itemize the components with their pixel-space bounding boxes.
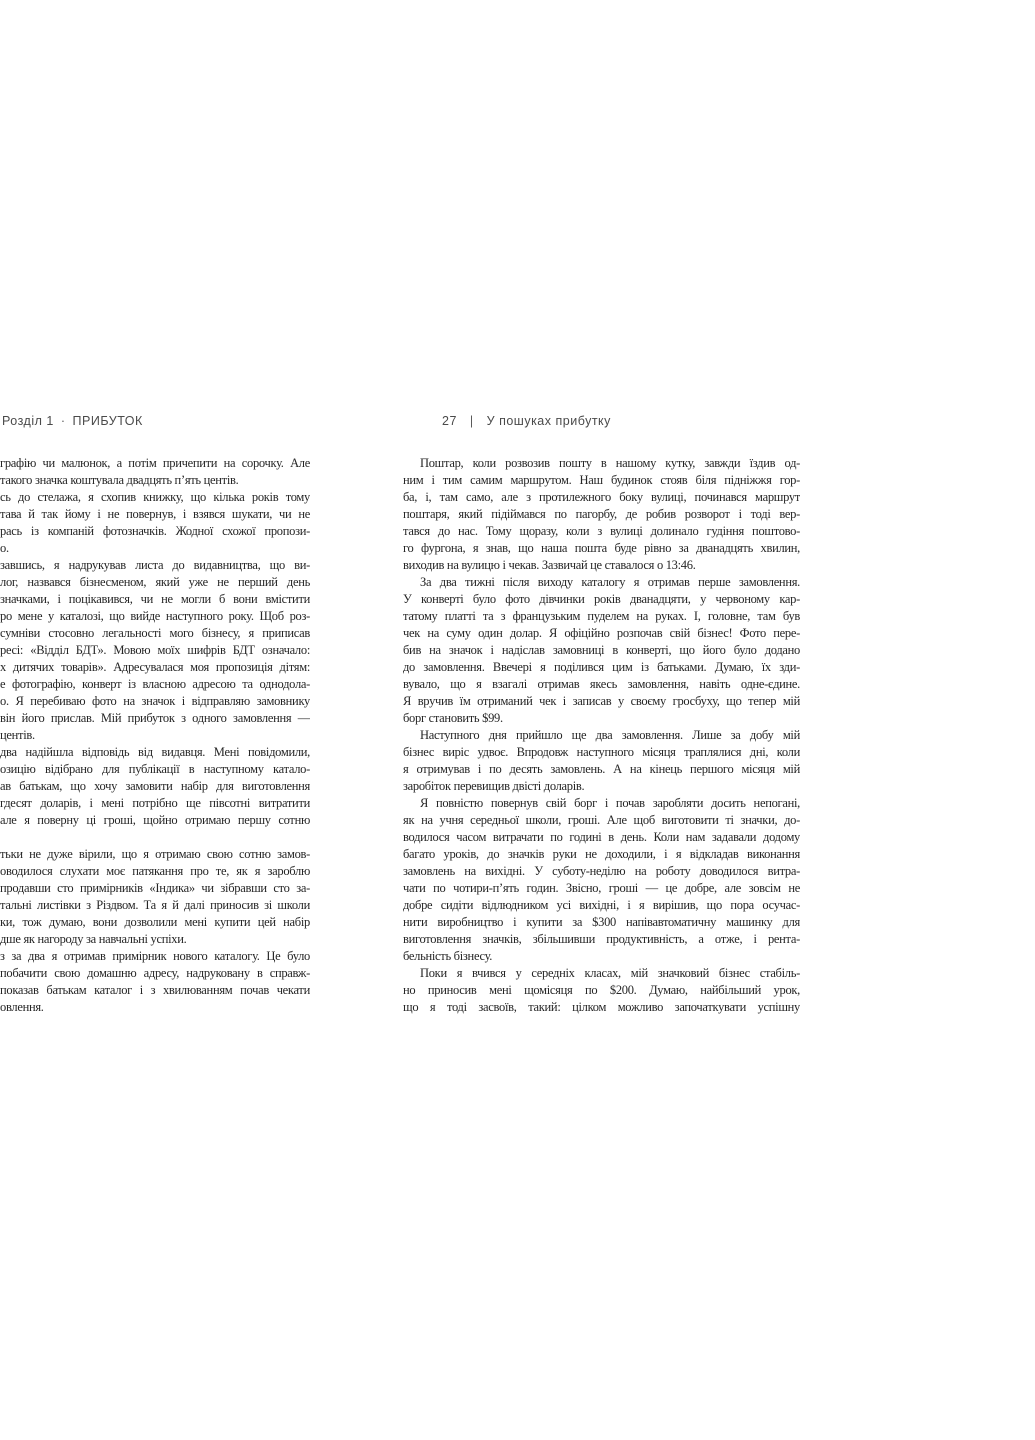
text-line: сь до стелажа, я схопив книжку, що кілька років тому [0,490,310,504]
text-line: показав батькам каталог і з хвилюванням почав чекати [0,983,310,997]
right-text-column [403,455,800,1016]
text-line: водилося часом витрачати по годині в день. Коли нам задавали додому [403,830,800,844]
text-line: дше як нагороду за навчальні успіхи. [0,932,187,946]
text-line: замовлень на вихідні. У суботу-неділю на роботу доводилося витра- [403,864,800,878]
text-line: до замовлення. Ввечері я поділився цим із батьками. Думаю, їх зди- [403,660,800,674]
text-line: тався до нас. Тому щоразу, коли з вулиці долинало гудіння поштово- [403,524,800,538]
text-line: х дитячих товарів». Адресувалася моя пропозиція дітям: [0,660,310,674]
text-line: поштаря, який підіймався по пагорбу, де робив розворот і тоді вер- [403,507,800,521]
text-line: ба, і, там само, але з протилежного боку вулиці, починався маршрут [403,490,800,504]
text-line: вувало, що я взагалі отримав якесь замовлення, навіть одне-єдине. [403,677,800,691]
text-line: рась із компаній фотозначків. Жодної схожої пропози- [0,524,310,538]
text-line: овлення. [0,1000,44,1014]
text-line: виходив на вулицю і чекав. Зазвичай це ставалося о 13:46. [403,558,696,572]
text-line: графію чи малюнок, а потім причепити на сорочку. Але [0,456,310,470]
book-title: У пошуках прибутку [486,414,611,428]
text-line: о. Я перебиваю фото на значок і відправляю замовнику [0,694,310,708]
text-line: сумніви стосовно легальності мого бізнесу, я приписав [0,626,310,640]
text-line: з за два я отримав примірник нового каталогу. Це було [0,949,310,963]
paragraph [403,965,800,1016]
text-line: бізнес виріс удвоє. Впродовж наступного місяця траплялися дні, коли [403,745,800,759]
text-line: о. [0,541,9,555]
section-label: ПРИБУТОК [72,414,143,428]
text-line: бив на значок і надіслав замовниці в конверті, що його було додано [403,643,800,657]
text-line: бельність бізнесу. [403,949,493,963]
text-line: тава й так йому і не повернув, і взявся шукати, чи не [0,507,310,521]
text-line: заробіток перевищив двісті доларів. [403,779,585,793]
text-line: Поки я вчився у середніх класах, мій значковий бізнес стабіль- [420,966,800,980]
paragraph [403,795,800,965]
text-line: виготовлення значків, збільшивши продуктивність, а отже, і рента- [403,932,800,946]
text-line: побачити свою домашню адресу, надруковану в справж- [0,966,310,980]
page-number: 27 [442,414,457,428]
text-line: значками, і поцікавився, чи не могли б вони вмістити [0,592,310,606]
text-line: борг становить $99. [403,711,503,725]
text-line: Наступного дня прийшло ще два замовлення. Лише за добу мій [420,728,800,742]
text-line: що я тоді засвоїв, такий: цілком можливо започаткувати успішну [403,1000,800,1014]
text-line: два надійшла відповідь від видавця. Мені повідомили, [0,745,310,759]
text-line: ки, тож думаю, вони дозволили мені купити цей набір [0,915,310,929]
text-line: озицію відібрано для публікації в наступному катало- [0,762,310,776]
chapter-label: Розділ 1 [2,414,54,428]
text-line: завшись, я надрукував листа до видавництва, що ви- [0,558,310,572]
text-line: ним і тим самим маршрутом. Наш будинок стояв біля підніжжя гор- [403,473,800,487]
text-line: Я вручив їм отриманий чек і записав у своєму гросбуху, що тепер мій [403,694,800,708]
text-line: тьки не дуже вірили, що я отримаю свою сотню замов- [0,847,310,861]
text-line: нити виробництво і купити за $300 напівавтоматичну машинку для [403,915,800,929]
text-line: чати по чотири-п’ять годин. Звісно, гроші — це добре, але зовсім не [403,881,800,895]
text-line: добре сидіти відлюдником усі вихідні, і я вирішив, що пора осучас- [403,898,800,912]
text-line: Поштар, коли розвозив пошту в нашому кутку, завжди їздив од- [420,456,800,470]
text-line: тальні листівки з Різдвом. Та я й далі приносив зі школи [0,898,310,912]
text-line: центів. [0,728,35,742]
text-line: гдесят доларів, і мені потрібно ще півсотні витратити [0,796,310,810]
text-line: ресі: «Відділ БДТ». Мовою моїх шифрів БДТ означало: [0,643,310,657]
text-line [0,829,310,846]
running-head-left [2,413,143,429]
text-line: але я поверну ці гроші, щойно отримаю першу сотню [0,813,310,827]
text-line: го фургона, я знав, що наша пошта буде рівно за дванадцять хвилин, [403,541,800,555]
text-line: я отримував і по десять замовлень. А на кінець першого місяця мій [403,762,800,776]
paragraph [403,455,800,574]
paragraph [403,727,800,795]
text-line: чек на суму один долар. Я офіційно розпочав свій бізнес! Фото пере- [403,626,800,640]
paragraph [403,574,800,727]
text-line: За два тижні після виходу каталогу я отримав перше замовлення. [420,575,800,589]
header-separator-dot: · [60,414,66,428]
text-line: такого значка коштувала двадцять п’ять центів. [0,473,239,487]
text-line: но приносив мені щомісяця по $200. Думаю, найбільший урок, [403,983,800,997]
text-line: е фотографію, конверт із власною адресою та однодола- [0,677,310,691]
text-line: татому платті та з французьким пуделем на руках. І, головне, там був [403,609,800,623]
text-line: оводилося слухати моє патякання про те, як я зароблю [0,864,310,878]
text-line: У конверті було фото дівчинки років дванадцяти, у червоному кар- [403,592,800,606]
text-line: багато уроків, до значків руки не доходили, і я відкладав виконання [403,847,800,861]
header-separator-bar: | [469,414,474,428]
text-line: продавши сто примірників «Індика» чи зібравши сто за- [0,881,310,895]
running-head-right [442,413,611,429]
text-line: він його прислав. Мій прибуток з одного замовлення — [0,711,310,725]
text-line: Я повністю повернув свій борг і почав заробляти досить непогані, [420,796,800,810]
text-line: лог, назвався бізнесменом, який уже не перший день [0,575,310,589]
text-line: як на учня середньої школи, гроші. Але щоб виготовити ті значки, до- [403,813,800,827]
text-line: ро мене у каталозі, що вийде наступного року. Щоб роз- [0,609,310,623]
text-line: ав батькам, що хочу замовити набір для виготовлення [0,779,310,793]
left-text-column [0,455,310,1016]
